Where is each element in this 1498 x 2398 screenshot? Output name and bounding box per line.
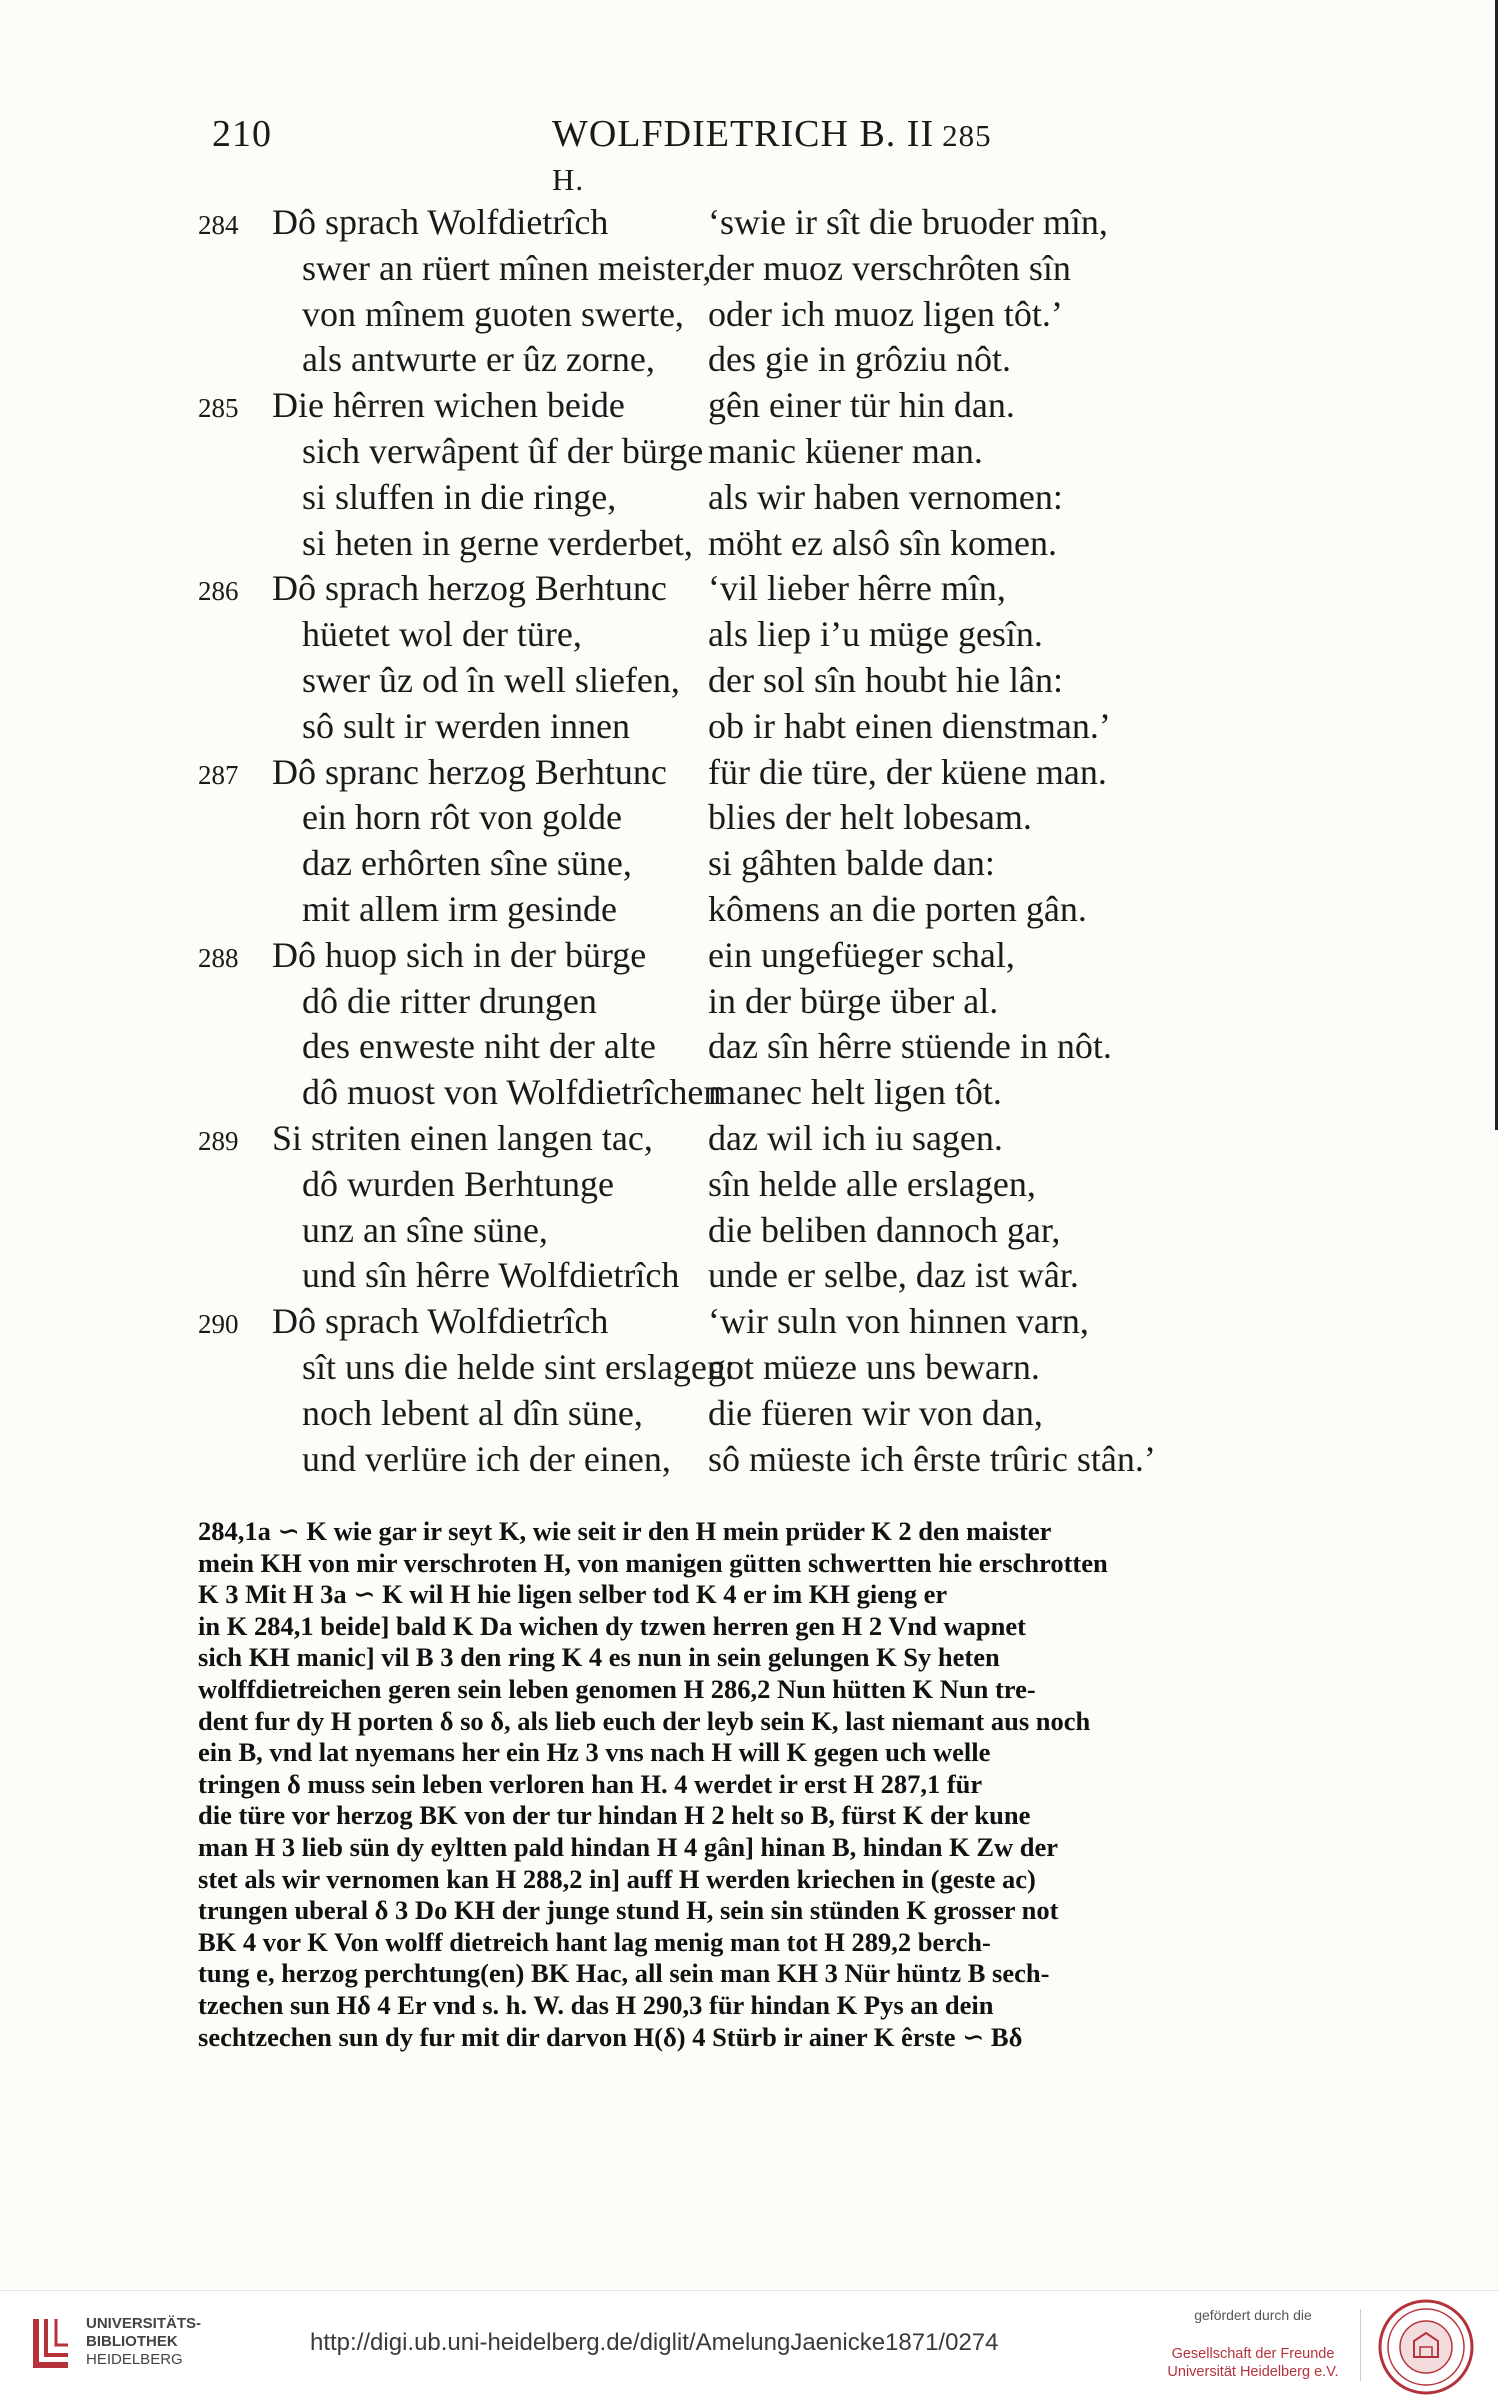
stanza-number: 287 bbox=[198, 759, 239, 790]
apparatus-line: die türe vor herzog BK von der tur hindan H 2 helt so B, fürst K der kune bbox=[198, 1800, 1031, 1831]
running-title-text: WOLFDIETRICH B. II bbox=[552, 113, 935, 155]
apparatus-line: man H 3 lieb sün dy eyltten pald hindan H 4 gân] hinan B, hindan K Zw der bbox=[198, 1831, 1059, 1862]
sponsor-org: Universität Heidelberg e.V. bbox=[1167, 2364, 1339, 2380]
second-half-line: ‘swie ir sît die bruoder mîn, bbox=[708, 202, 1108, 242]
university-seal-icon bbox=[1376, 2297, 1476, 2397]
second-half-line: der muoz verschrôten sîn bbox=[708, 247, 1071, 288]
first-half-line: mit allem irm gesinde bbox=[302, 888, 617, 929]
verse-line bbox=[198, 1162, 1258, 1208]
verse-line bbox=[198, 841, 1258, 887]
second-half-line: möht ez alsô sîn komen. bbox=[708, 522, 1057, 563]
first-half-line: ein horn rôt von golde bbox=[302, 797, 622, 838]
verse-line bbox=[198, 1253, 1258, 1299]
apparatus-line: K 3 Mit H 3a ∽ K wil H hie ligen selber tod K 4 er im KH gieng er bbox=[198, 1579, 948, 1610]
first-half-line: des enweste niht der alte bbox=[302, 1026, 656, 1067]
running-title bbox=[552, 112, 1032, 200]
verse-line bbox=[198, 1299, 1258, 1345]
apparatus-line: stet als wir vernomen kan H 288,2 in] auff H werden kriechen in (geste ac) bbox=[198, 1863, 1036, 1894]
verse-line bbox=[198, 704, 1258, 750]
second-half-line: ob ir habt einen dienstman.’ bbox=[708, 705, 1111, 746]
verse-line bbox=[198, 1116, 1258, 1162]
sponsor-org: Gesellschaft der Freunde bbox=[1171, 2346, 1335, 2362]
verse-line bbox=[198, 1391, 1258, 1437]
stanza-number: 286 bbox=[198, 576, 239, 607]
second-half-line: daz sîn hêrre stüende in nôt. bbox=[708, 1026, 1112, 1067]
second-half-line: manic küener man. bbox=[708, 430, 983, 471]
apparatus-line: tzechen sun Hδ 4 Er vnd s. h. W. das H 290,3 für hindan K Pys an dein bbox=[198, 1989, 994, 2020]
second-half-line: gên einer tür hin dan. bbox=[708, 385, 1015, 426]
first-half-line: noch lebent al dîn süne, bbox=[302, 1392, 643, 1433]
first-half-line: si heten in gerne verderbet, bbox=[302, 522, 693, 563]
first-half-line: dô die ritter drungen bbox=[302, 980, 597, 1021]
apparatus-line: dent fur dy H porten δ so δ, als lieb euch der leyb sein K, last niemant aus noch bbox=[198, 1705, 1091, 1736]
first-half-line: Dô spranc herzog Berhtunc bbox=[272, 751, 667, 792]
verse-line bbox=[198, 612, 1258, 658]
sponsor-by: gefördert durch die bbox=[1194, 2307, 1312, 2323]
apparatus-line: mein KH von mir verschroten H, von manigen gütten schwertten hie erschrotten bbox=[198, 1547, 1108, 1578]
running-header bbox=[212, 112, 1032, 197]
apparatus-line: sechtzechen sun dy fur mit dir darvon H(δ) 4 Stürb ir ainer K êrste ∽ Bδ bbox=[198, 2021, 1023, 2052]
first-half-line: Die hêrren wichen beide bbox=[272, 385, 625, 426]
first-half-line: und verlüre ich der einen, bbox=[302, 1438, 671, 1479]
section-marker: 285 H. bbox=[552, 118, 992, 197]
second-half-line: got müeze uns bewarn. bbox=[708, 1346, 1040, 1387]
verse-line bbox=[198, 383, 1258, 429]
critical-apparatus bbox=[198, 1516, 1308, 2053]
second-half-line: des gie in grôziu nôt. bbox=[708, 339, 1011, 380]
permalink[interactable]: http://digi.ub.uni-heidelberg.de/diglit/AmelungJaenicke1871/0274 bbox=[310, 2329, 999, 2356]
second-half-line: der sol sîn houbt hie lân: bbox=[708, 659, 1063, 700]
first-half-line: und sîn hêrre Wolfdietrîch bbox=[302, 1255, 680, 1296]
second-half-line: ‘wir suln von hinnen varn, bbox=[708, 1301, 1089, 1342]
apparatus-line: sich KH manic] vil B 3 den ring K 4 es nun in sein gelungen K Sy heten bbox=[198, 1642, 1000, 1673]
verse-line bbox=[198, 1345, 1258, 1391]
second-half-line: manec helt ligen tôt. bbox=[708, 1072, 1002, 1113]
verse-line bbox=[198, 200, 1258, 246]
second-half-line: in der bürge über al. bbox=[708, 980, 999, 1021]
first-half-line: von mînem guoten swerte, bbox=[302, 293, 684, 334]
stanza-number: 285 bbox=[198, 393, 239, 424]
stanza-number: 289 bbox=[198, 1125, 239, 1156]
first-half-line: si sluffen in die ringe, bbox=[302, 476, 617, 517]
verse-block bbox=[198, 200, 1258, 1482]
verse-line bbox=[198, 658, 1258, 704]
second-half-line: die beliben dannoch gar, bbox=[708, 1209, 1061, 1250]
verse-line bbox=[198, 750, 1258, 796]
library-name bbox=[86, 2315, 201, 2369]
verse-line bbox=[198, 475, 1258, 521]
verse-line bbox=[198, 933, 1258, 979]
first-half-line: Dô huop sich in der bürge bbox=[272, 934, 647, 975]
second-half-line: als liep i’u müge gesîn. bbox=[708, 614, 1043, 655]
second-half-line: si gâhten balde dan: bbox=[708, 843, 995, 884]
apparatus-line: wolffdietreichen geren sein leben genomen H 286,2 Nun hütten K Nun tre- bbox=[198, 1673, 1036, 1704]
verse-line bbox=[198, 246, 1258, 292]
stanza-number: 290 bbox=[198, 1309, 239, 1340]
verse-line bbox=[198, 795, 1258, 841]
second-half-line: für die türe, der küene man. bbox=[708, 751, 1107, 792]
library-name-line: UNIVERSITÄTS- bbox=[86, 2315, 202, 2332]
second-half-line: kômens an die porten gân. bbox=[708, 888, 1087, 929]
library-name-line: BIBLIOTHEK bbox=[86, 2333, 178, 2350]
first-half-line: dô wurden Berhtunge bbox=[302, 1163, 614, 1204]
second-half-line: blies der helt lobesam. bbox=[708, 797, 1032, 838]
second-half-line: als wir haben vernomen: bbox=[708, 476, 1063, 517]
apparatus-line: tung e, herzog perchtung(en) BK Hac, all sein man KH 3 Nür hüntz B sech- bbox=[198, 1958, 1050, 1989]
page-number: 210 bbox=[212, 113, 272, 155]
verse-line bbox=[198, 1024, 1258, 1070]
first-half-line: Si striten einen langen tac, bbox=[272, 1117, 653, 1158]
first-half-line: sît uns die helde sint erslagen: bbox=[302, 1346, 735, 1387]
second-half-line: ‘vil lieber hêrre mîn, bbox=[708, 568, 1006, 609]
first-half-line: dô muost von Wolfdietrîchen bbox=[302, 1072, 722, 1113]
verse-line bbox=[198, 979, 1258, 1025]
apparatus-line: BK 4 vor K Von wolff dietreich hant lag menig man tot H 289,2 berch- bbox=[198, 1926, 991, 1957]
second-half-line: daz wil ich iu sagen. bbox=[708, 1117, 1003, 1158]
apparatus-line: tringen δ muss sein leben verloren han H. 4 werdet ir erst H 287,1 für bbox=[198, 1768, 983, 1799]
second-half-line: oder ich muoz ligen tôt.’ bbox=[708, 293, 1063, 334]
verse-line bbox=[198, 887, 1258, 933]
stanza-number: 284 bbox=[198, 210, 239, 240]
first-half-line: swer ûz od în well sliefen, bbox=[302, 659, 680, 700]
second-half-line: ein ungefüeger schal, bbox=[708, 934, 1015, 975]
second-half-line: unde er selbe, daz ist wâr. bbox=[708, 1255, 1079, 1296]
verse-line bbox=[198, 292, 1258, 338]
first-half-line: Dô sprach herzog Berhtunc bbox=[272, 568, 667, 609]
first-half-line: Dô sprach Wolfdietrîch bbox=[272, 202, 609, 242]
verse-line bbox=[198, 521, 1258, 567]
first-half-line: Dô sprach Wolfdietrîch bbox=[272, 1301, 609, 1342]
library-name-line: HEIDELBERG bbox=[86, 2351, 183, 2368]
library-logo-icon bbox=[28, 2313, 78, 2375]
second-half-line: die füeren wir von dan, bbox=[708, 1392, 1043, 1433]
apparatus-line: ein B, vnd lat nyemans her ein Hz 3 vns nach H will K gegen uch welle bbox=[198, 1737, 991, 1768]
verse-line bbox=[198, 1070, 1258, 1116]
verse-line bbox=[198, 429, 1258, 475]
second-half-line: sô müeste ich êrste trûric stân.’ bbox=[708, 1438, 1156, 1479]
first-half-line: hüetet wol der türe, bbox=[302, 614, 582, 655]
sponsor-credit bbox=[1158, 2307, 1348, 2381]
stanza-number: 288 bbox=[198, 942, 239, 973]
verse-line bbox=[198, 1437, 1258, 1483]
first-half-line: als antwurte er ûz zorne, bbox=[302, 339, 655, 380]
verse-line bbox=[198, 337, 1258, 383]
first-half-line: sich verwâpent ûf der bürge bbox=[302, 430, 704, 471]
verse-line bbox=[198, 566, 1258, 612]
apparatus-line: 284,1a ∽ K wie gar ir seyt K, wie seit ir den H mein prüder K 2 den maister bbox=[198, 1516, 1052, 1546]
apparatus-line: trungen uberal δ 3 Do KH der junge stund H, sein sin stünden K grosser not bbox=[198, 1895, 1059, 1926]
first-half-line: daz erhôrten sîne süne, bbox=[302, 843, 632, 884]
viewer-footer bbox=[0, 2290, 1498, 2398]
verse-line bbox=[198, 1208, 1258, 1254]
first-half-line: swer an rüert mînen meister, bbox=[302, 247, 712, 288]
first-half-line: unz an sîne süne, bbox=[302, 1209, 548, 1250]
footer-divider bbox=[1360, 2309, 1361, 2381]
second-half-line: sîn helde alle erslagen, bbox=[708, 1163, 1036, 1204]
first-half-line: sô sult ir werden innen bbox=[302, 705, 630, 746]
apparatus-line: in K 284,1 beide] bald K Da wichen dy tzwen herren gen H 2 Vnd wapnet bbox=[198, 1610, 1026, 1641]
